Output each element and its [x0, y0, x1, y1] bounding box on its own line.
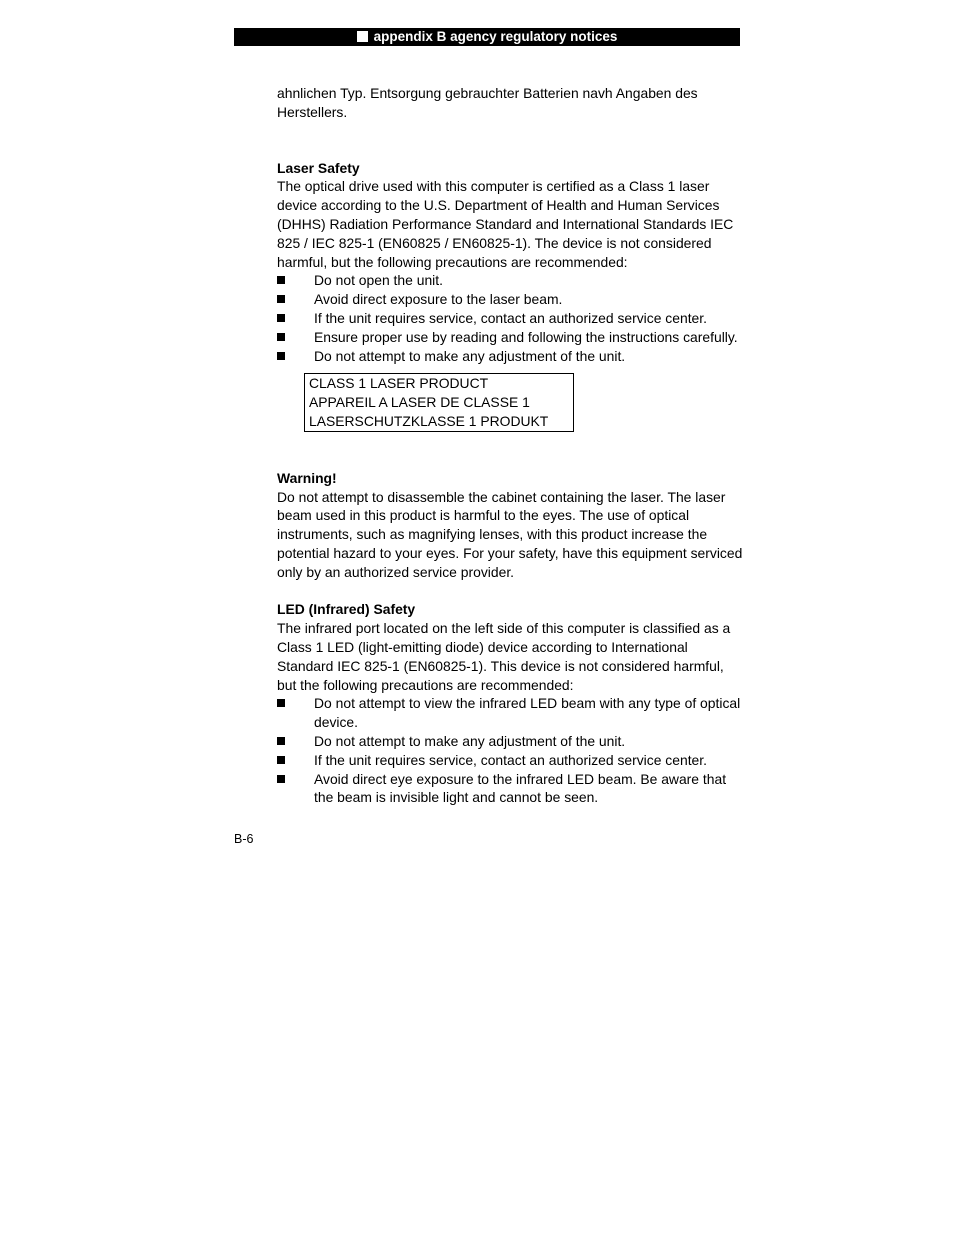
- warning-heading: Warning!: [277, 469, 337, 486]
- list-item: If the unit requires service, contact an authorized service center.: [277, 309, 743, 328]
- spacer: [277, 582, 743, 601]
- laser-label-line: CLASS 1 LASER PRODUCT: [309, 375, 489, 392]
- page-content: [277, 84, 743, 807]
- header-title: appendix B agency regulatory notices: [373, 29, 618, 44]
- spacer: [277, 122, 743, 159]
- page-number: B-6: [234, 832, 254, 846]
- square-bullet-icon: [277, 276, 285, 284]
- square-icon: [357, 31, 368, 42]
- square-bullet-icon: [277, 737, 285, 745]
- list-item: Avoid direct exposure to the laser beam.: [277, 290, 743, 309]
- led-safety-paragraph: The infrared port located on the left side of this computer is classified as a Class 1 LED (light-emitting diode) device according to International Standard IEC 825-1 (EN60825-1). This device is not considered harmful, but the following precautions are recommended:: [277, 620, 731, 693]
- laser-safety-paragraph: The optical drive used with this computer is certified as a Class 1 laser device according to the U.S. Department of Health and Human Services (DHHS) Radiation Performance Standard and International Standards IEC 825 / IEC 825-1 (EN60825 / EN60825-1). The device is not considered harmful, but the following precautions are recommended:: [277, 178, 734, 270]
- list-item: Ensure proper use by reading and following the instructions carefully.: [277, 328, 743, 347]
- square-bullet-icon: [277, 295, 285, 303]
- square-bullet-icon: [277, 314, 285, 322]
- square-bullet-icon: [277, 699, 285, 707]
- list-item: Avoid direct eye exposure to the infrared LED beam. Be aware that the beam is invisible light and cannot be seen.: [277, 770, 743, 808]
- laser-safety-heading: Laser Safety: [277, 159, 360, 176]
- square-bullet-icon: [277, 333, 285, 341]
- laser-label-line: LASERSCHUTZKLASSE 1 PRODUKT: [309, 412, 549, 429]
- list-item: Do not attempt to make any adjustment of the unit.: [277, 347, 743, 366]
- warning-paragraph: Do not attempt to disassemble the cabinet containing the laser. The laser beam used in this product is harmful to the eyes. The use of optical instruments, such as magnifying lenses, with this product increase the potential hazard to your eyes. For your safety, have this equipment serviced only by an authorized service provider.: [277, 488, 743, 580]
- list-item: Do not open the unit.: [277, 271, 743, 290]
- square-bullet-icon: [277, 756, 285, 764]
- led-precautions-list: [277, 694, 743, 807]
- square-bullet-icon: [277, 352, 285, 360]
- spacer: [277, 432, 743, 469]
- intro-text: ahnlichen Typ. Entsorgung gebrauchter Batterien navh Angaben des Herstellers.: [277, 85, 698, 120]
- header-bar: [234, 28, 740, 46]
- list-item: If the unit requires service, contact an authorized service center.: [277, 751, 743, 770]
- led-safety-heading: LED (Infrared) Safety: [277, 601, 416, 618]
- laser-label-line: APPAREIL A LASER DE CLASSE 1: [309, 394, 530, 411]
- laser-precautions-list: [277, 271, 743, 365]
- list-item: Do not attempt to view the infrared LED beam with any type of optical device.: [277, 694, 743, 732]
- laser-label-box: [304, 373, 574, 431]
- list-item: Do not attempt to make any adjustment of the unit.: [277, 732, 743, 751]
- square-bullet-icon: [277, 775, 285, 783]
